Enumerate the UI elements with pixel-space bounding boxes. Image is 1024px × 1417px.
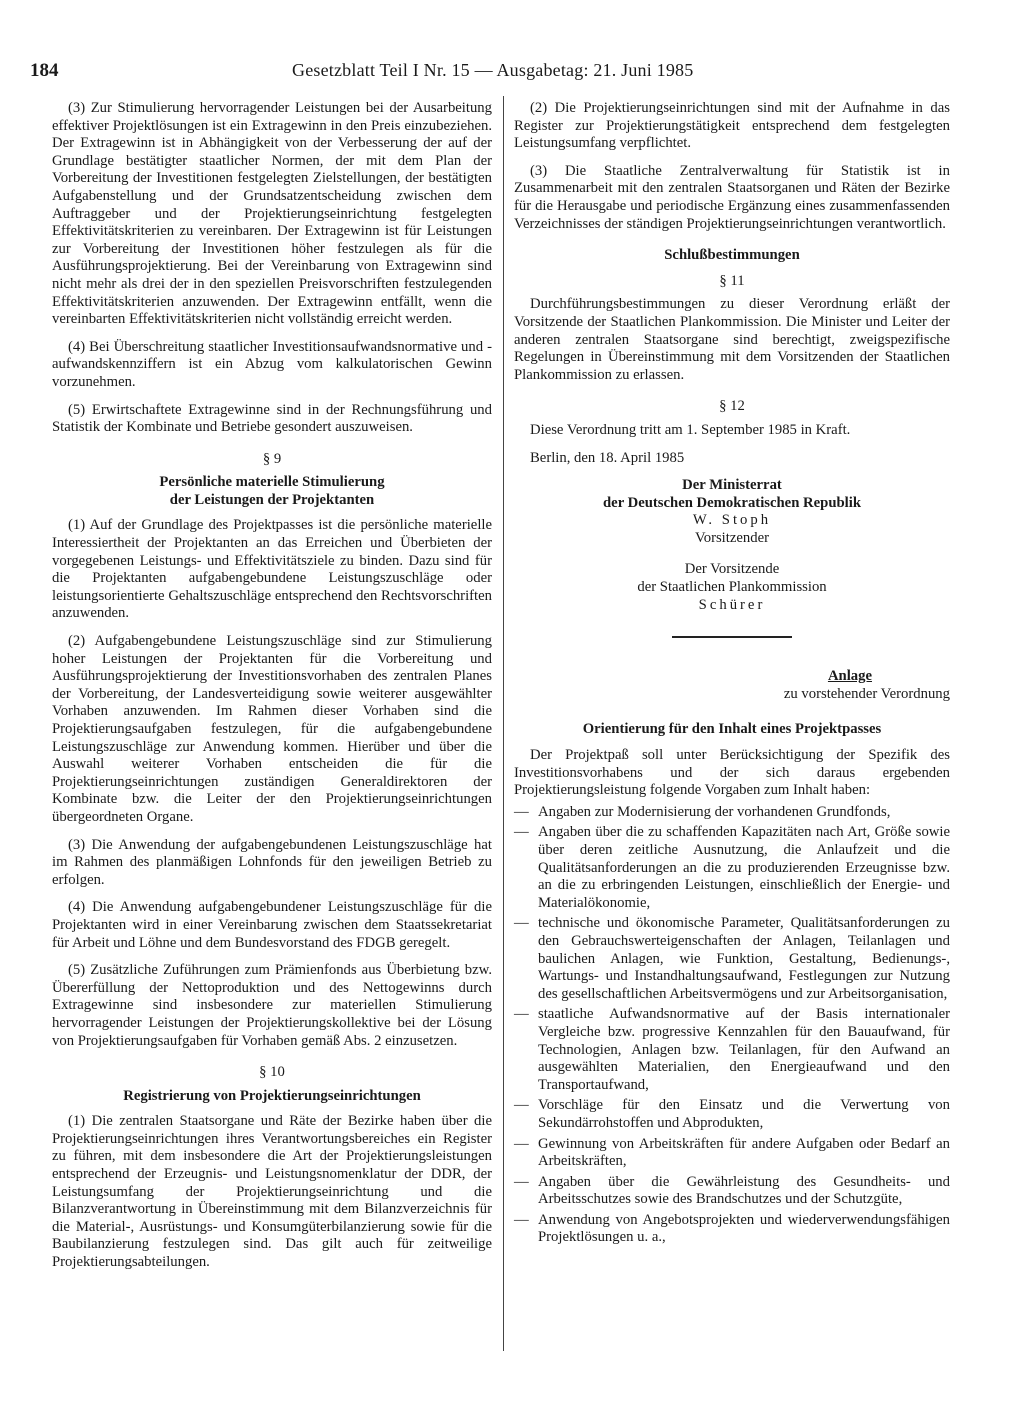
paragraph: (5) Erwirtschaftete Extragewinne sind in der Rechnungsführung und Statistik der Kombinate und Betriebe gesondert auszuweisen. [52, 401, 492, 436]
annex-subtitle: zu vorstehender Verordnung [783, 685, 950, 702]
signatory-org: der Deutschen Demokratischen Republik [603, 494, 861, 511]
list-item-text: Angaben zur Modernisierung der vorhandenen Grundfonds, [538, 803, 891, 820]
signature-block [514, 477, 950, 614]
section-number: § 11 [719, 272, 745, 289]
annex-heading: Orientierung für den Inhalt eines Projektpasses [582, 721, 882, 738]
paragraph: (1) Auf der Grundlage des Projektpasses ist die persönliche materielle Interessiertheit der Projektanten an das Erreichen und Überbieten der vorgegebenen Leistungs- und Effektivitätsziele zu binden. Dazu sind für die Projektanten aufgabengebundene Leistungszuschläge oder leistungsorientierte Gehaltszuschläge entsprechend den Rechtsvorschriften anzuwenden. [52, 517, 492, 622]
list-item [514, 804, 950, 822]
list-item-text: Anwendung von Angebotsprojekten und wiederverwendungsfähigen Projektlösungen u. a., [538, 1211, 950, 1246]
signatory-role: Der Vorsitzende [684, 561, 780, 578]
list-item-text: Gewinnung von Arbeitskräften für andere Aufgaben oder Bedarf an Arbeitskräften, [538, 1135, 950, 1170]
paragraph: (3) Die Staatliche Zentralverwaltung für Statistik ist in Zusammenarbeit mit den zentralen Staatsorganen und Räten der Bezirke für die Herausgabe und periodische Ergänzung eines zusammenfassenden Verzeichnisses der ständigen Projektierungseinrichtungen verantwortlich. [514, 162, 950, 232]
list-item [514, 1136, 950, 1171]
list-item [514, 1097, 950, 1132]
list-item [514, 1212, 950, 1247]
list-item-text: staatliche Aufwandsnormative auf der Basis internationaler Vergleiche bzw. progressive Kennzahlen für den Bauaufwand, für Technologien, Anlagen bzw. Teilanlagen, für den Aufwand an ausgewählten Materialien, den Energieaufwand und den Transportaufwand, [538, 1006, 950, 1093]
section-heading-line: Persönliche materielle Stimulierung [159, 474, 385, 491]
page-header [30, 60, 960, 90]
section-number: § 9 [262, 450, 282, 467]
paragraph: Der Projektpaß soll unter Berücksichtigung der Spezifik des Investitionsvorhabens und der sich daraus ergebenden Projektierungsleistung folgende Vorgaben zum Inhalt haben: [514, 747, 950, 799]
paragraph: (2) Aufgabengebundene Leistungszuschläge sind zur Stimulierung hoher Leistungen der Projektanten für die Vorbereitung und Ausführungsprojektierung der Investitionsvorhaben des zentralen Planes der Vorbereitung, der Landesverteidigung sowie weiterer ausgewählter Vorhaben anzuwenden. Im Rahmen dieser Vorhaben sind die Projektierungsaufgaben festzulegen, für die aufgabengebundene Leistungszuschläge zur Anwendung kommen. Hierüber und über die Auswahl weiterer Vorhaben entscheiden die für die Projektierungseinrichtungen zuständigen Generaldirektoren der Kombinate bzw. die Leiter der den Projektierungseinrichtungen übergeordneten Organe. [52, 633, 492, 825]
paragraph: (3) Die Anwendung der aufgabengebundenen Leistungszuschläge hat im Rahmen des planmäßigen Lohnfonds für den jeweiligen Betrieb zu erfolgen. [52, 836, 492, 888]
page-number: 184 [30, 60, 59, 81]
paragraph: (3) Zur Stimulierung hervorragender Leistungen bei der Ausarbeitung effektiver Projektlösungen ist ein Extragewinn in den Preis einzubeziehen. Der Extragewinn ist in Abhängigkeit von der Verbesserung der auf der Grundlage bestätigter staatlicher Normen, der mit dem Plan der Vorbereitung der Investitionen festgelegten Zielstellungen, der bestätigten Aufgabenstellung und der Grundsatzentscheidung zwischen dem Auftraggeber und der Projektierungseinrichtung festgelegten Effektivitätskriterien zu vereinbaren. Der Extragewinn ist für Leistungen zur Vorbereitung der Investitionen höher festzulegen als für die Ausführungsprojektierung. Bei der Vereinbarung von Extragewinn sind nicht mehr als drei der in den speziellen Preisvorschriften festzulegenden Effektivitätskriterien anzuwenden. Der Extragewinn entfällt, wenn die vereinbarten Effektivitätskriterien nicht vollständig erreicht werden. [52, 100, 492, 328]
section-number: § 12 [719, 398, 745, 415]
dash-marker: — [514, 1006, 529, 1023]
paragraph: Durchführungsbestimmungen zu dieser Verordnung erläßt der Vorsitzende der Staatlichen Plankommission. Die Minister und Leiter der anderen zentralen Staatsorgane sind berechtigt, zweigspezifische Regelungen in Übereinstimmung mit dem Vorsitzenden der Staatlichen Plankommission zu erlassen. [514, 296, 950, 383]
paragraph: (2) Die Projektierungseinrichtungen sind mit der Aufnahme in das Register zur Projektierungstätigkeit entsprechend dem festgelegten Leistungsumfang verpflichtet. [514, 100, 950, 152]
list-item [514, 824, 950, 912]
signatory-org: Der Ministerrat [682, 477, 782, 494]
annex-title: Anlage [827, 668, 872, 685]
list-item [514, 1006, 950, 1094]
left-column [52, 100, 492, 1282]
paragraph: (5) Zusätzliche Zuführungen zum Prämienfonds aus Überbietung bzw. Übererfüllung der Nettoproduktion und des Nettogewinns durch Extragewinne sind insbesondere zur materiellen Stimulierung hervorragender Leistungen der Projektierungskollektive bei der Lösung von Projektierungsaufgaben für Vorhaben gemäß Abs. 2 einzusetzen. [52, 962, 492, 1049]
section-heading: Registrierung von Projektierungseinrichtungen [123, 1087, 421, 1104]
header-title: Gesetzblatt Teil I Nr. 15 — Ausgabetag: 21. Juni 1985 [292, 60, 694, 80]
dash-marker: — [514, 1173, 529, 1190]
section-heading: Schlußbestimmungen [664, 247, 800, 264]
list-item [514, 1174, 950, 1209]
section-heading-line: der Leistungen der Projektanten [169, 491, 375, 508]
dash-marker: — [514, 824, 529, 841]
paragraph: (4) Bei Überschreitung staatlicher Investitionsaufwandsnormative und -aufwandskennziffern ist ein Abzug vom kalkulatorischen Gewinn vorzunehmen. [52, 338, 492, 390]
list-item-text: Angaben über die zu schaffenden Kapazitäten nach Art, Größe sowie über deren zeitliche Ausnutzung, die Anlaufzeit und die Qualitätsanforderungen an die zu produzierenden Erzeugnisse bzw. an die zu erbringenden Leistungen, einschließlich der Energie- und Materialökonomie, [538, 824, 950, 911]
dash-marker: — [514, 1211, 529, 1228]
list-item-text: Vorschläge für den Einsatz und die Verwertung von Sekundärrohstoffen und Abprodukten, [538, 1097, 950, 1131]
dash-marker: — [514, 1135, 529, 1152]
section-number: § 10 [259, 1064, 285, 1081]
horizontal-rule [672, 636, 792, 638]
signatory-name: W. Stoph [692, 512, 772, 529]
signatory-role: Vorsitzender [695, 529, 769, 546]
dash-marker: — [514, 803, 529, 820]
section-heading [52, 474, 492, 509]
annex-title-line [514, 668, 950, 686]
right-column [514, 100, 950, 1250]
list-item-text: technische und ökonomische Parameter, Qualitätsanforderungen zu den Gebrauchswerteigenschaften der Anlagen, Teilanlagen und baulichen Anlagen, wie Funktion, Gestaltung, Bedienungs-, Wartungs- und Instandhaltungsaufwand, Festlegungen zur Nutzung des gesellschaftlichen Arbeitsvermögens und zur Arbeitsorganisation, [538, 915, 950, 1002]
list-item-text: Angaben über die Gewährleistung des Gesundheits- und Arbeitsschutzes sowie des Brandschutzes und der Schutzgüte, [538, 1173, 950, 1208]
place-date: Berlin, den 18. April 1985 [530, 449, 685, 466]
dash-marker: — [514, 915, 529, 932]
paragraph: (4) Die Anwendung aufgabengebundener Leistungszuschläge für die Projektanten wird in einer Vereinbarung zwischen dem Staatssekretariat für Arbeit und Löhne und dem Bundesvorstand des FDGB geregelt. [52, 899, 492, 951]
dash-marker: — [514, 1097, 529, 1114]
list-item [514, 915, 950, 1003]
signatory-role: der Staatlichen Plankommission [637, 579, 827, 596]
requirements-list [514, 804, 950, 1247]
paragraph: Diese Verordnung tritt am 1. September 1985 in Kraft. [530, 421, 851, 438]
signatory-name: Schürer [698, 596, 766, 613]
column-divider [503, 96, 504, 1351]
paragraph: (1) Die zentralen Staatsorgane und Räte der Bezirke haben über die Projektierungseinrichtungen ihres Verantwortungsbereiches ein Register zu führen, mit dem insbesondere die Art der Projektierungsleistungen entsprechend der Erzeugnis- und Leistungsnomenklatur der DDR, der Leistungsumfang der Projektierungseinrichtung und die Bilanzverantwortung in Übereinstimmung mit dem Bilanzverzeichnis für die Material-, Ausrüstungs- und Konsumgüterbilanzierung sowie für die Baubilanzierung festzulegen sind. Das gilt auch für zeitweilige Projektierungsabteilungen. [52, 1113, 492, 1271]
